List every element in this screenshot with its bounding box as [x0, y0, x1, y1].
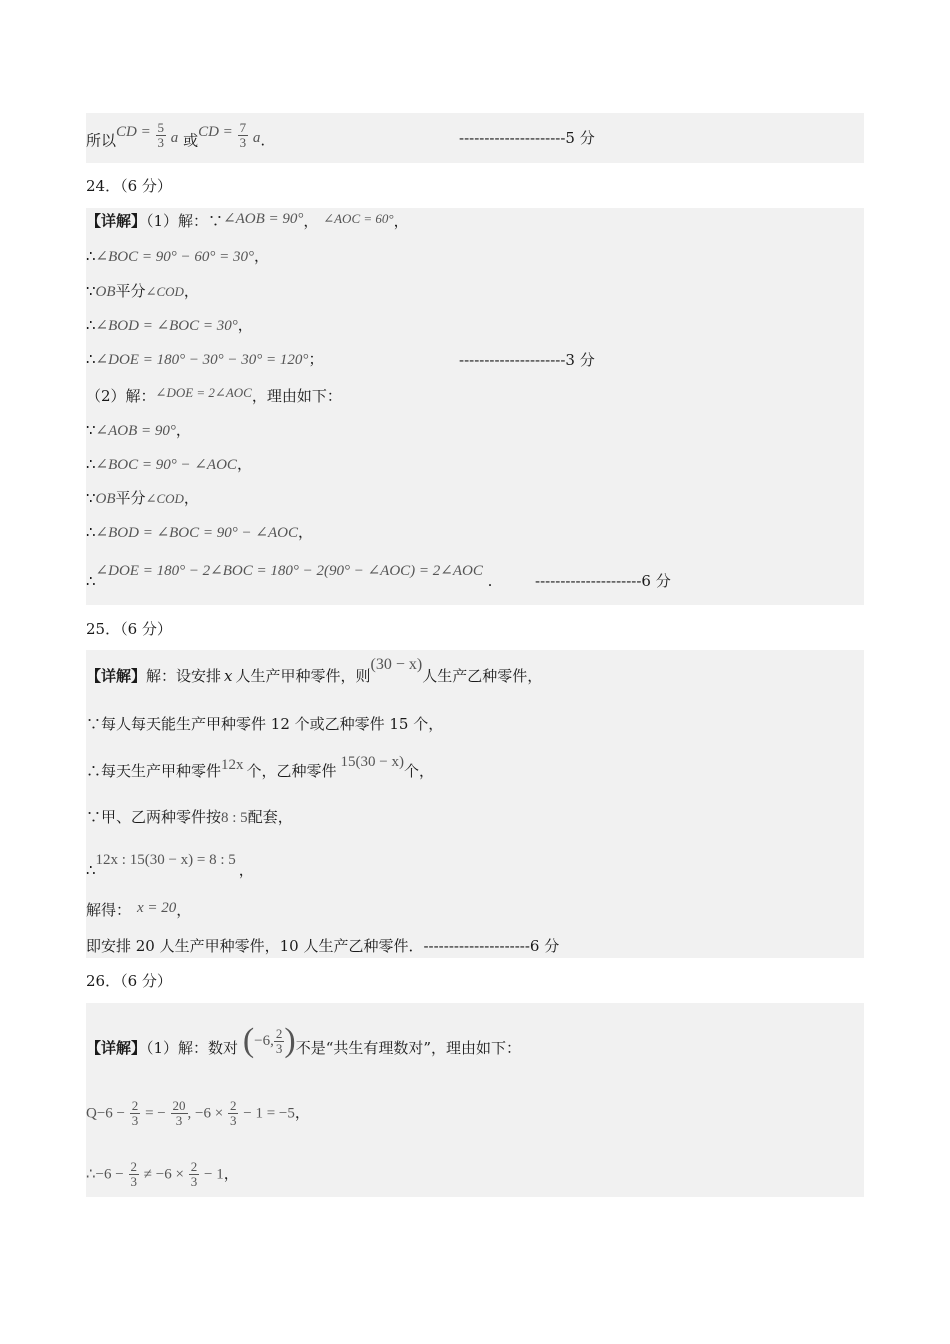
- q24-line-10: ∴∠BOD = ∠BOC = 90° − ∠AOC，: [86, 523, 313, 541]
- right-paren-icon: ): [284, 1022, 296, 1059]
- fraction-5-3: $\frac{5}{3}$: [157, 120, 165, 150]
- q26-line-3: ∴−6 − $\frac{2}{3}$ ≠ −6 × $\frac{2}{3}$ − 1，: [86, 1159, 239, 1189]
- left-paren-icon: (: [242, 1022, 255, 1059]
- q25-line-7: 即安排 20 人生产甲种零件，10 人生产乙种零件．---------------------6 分: [86, 937, 560, 955]
- q24-score-2: ---------------------6 分: [535, 572, 671, 590]
- fraction-2-3: $\frac{2}{3}$: [130, 1159, 137, 1189]
- q25-line-2: ∵每人每天能生产甲种零件 12 个或乙种零件 15 个，: [86, 715, 444, 733]
- fraction-2-3: $\frac{2}{3}$: [190, 1159, 198, 1189]
- fraction-20-3: $\frac{20}{3}$: [172, 1098, 186, 1128]
- fraction-2-3: $\frac{2}{3}$: [131, 1098, 139, 1128]
- number-pair: (−6, $\frac{2}{3}$ ): [242, 1022, 296, 1059]
- q23-score: ---------------------5 分: [459, 129, 595, 147]
- q25-line-3: ∴每天生产甲种零件12x 个，乙种零件 15(30 − x)个，: [86, 754, 434, 780]
- q25-header: 25．（6 分）: [86, 620, 172, 638]
- q24-line-3: ∵OB平分∠COD，: [86, 282, 199, 300]
- q24-line-9: ∵OB平分∠COD，: [86, 489, 199, 507]
- q24-line-2: ∴∠BOC = 90° − 60° = 30°，: [86, 247, 269, 265]
- q25-line-5: ∴12x : 15(30 − x) = 8 : 5，: [86, 852, 254, 879]
- q25-line-1: 【详解】解：设安排 x 人生产甲种零件，则(30 − x)人生产乙种零件，: [86, 656, 543, 685]
- fraction-2-3: $\frac{2}{3}$: [229, 1098, 237, 1128]
- q23-conclusion-line: 所以CD = $\frac{5}{3}$ a 或CD = $\frac{7}{3}$ a.: [86, 120, 266, 150]
- q24-header: 24．（6 分）: [86, 177, 172, 195]
- fraction-7-3: $\frac{7}{3}$: [239, 120, 247, 150]
- q26-line-1: 【详解】（1）解：数对 (−6, $\frac{2}{3}$ )不是“共生有理数对”，理由如下：: [86, 1022, 522, 1059]
- q24-line-6: （2）解：∠DOE = 2∠AOC，理由如下：: [86, 385, 342, 405]
- q24-line-8: ∴∠BOC = 90° − ∠AOC，: [86, 455, 252, 473]
- q24-line-7: ∵∠AOB = 90°，: [86, 421, 191, 439]
- q24-line-5: ∴∠DOE = 180° − 30° − 30° = 120°；: [86, 350, 324, 368]
- q26-header: 26．（6 分）: [86, 972, 172, 990]
- q25-answer-block: [86, 650, 864, 958]
- q26-line-2: Q−6 − $\frac{2}{3}$ = − $\frac{20}{3}$ , −6 × $\frac{2}{3}$ − 1 = −5，: [86, 1098, 310, 1128]
- q24-line-4: ∴∠BOD = ∠BOC = 30°，: [86, 316, 253, 334]
- q24-score-1: ---------------------3 分: [459, 351, 595, 369]
- q25-line-6: 解得： x = 20，: [86, 900, 192, 919]
- q24-line-1: 【详解】（1）解：∵∠AOB = 90°， ∠AOC = 60°，: [86, 211, 409, 230]
- fraction-2-3: $\frac{2}{3}$: [275, 1025, 283, 1056]
- q24-line-11: ∴∠DOE = 180° − 2∠BOC = 180° − 2(90° − ∠AOC) = 2∠AOC .: [86, 563, 493, 590]
- q25-line-4: ∵甲、乙两种零件按8 : 5配套，: [86, 808, 293, 826]
